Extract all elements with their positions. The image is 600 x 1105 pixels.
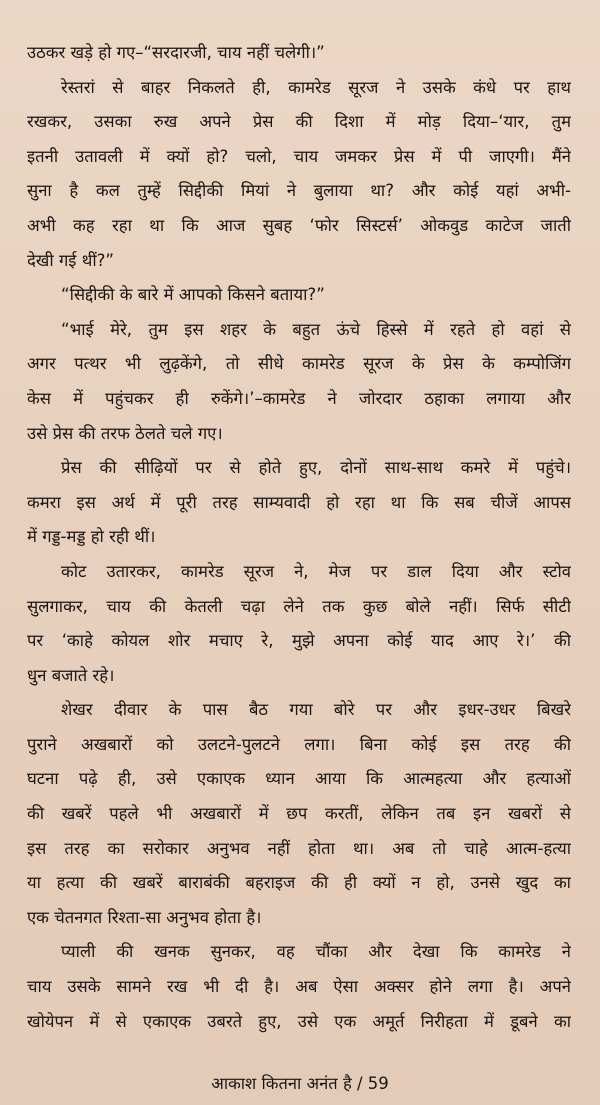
text-line: कोट उतारकर, कामरेड सूरज ने, मेज पर डाल दिया और स्टोव <box>61 561 571 581</box>
page-footer: आकाश कितना अनंत है / 59 <box>211 1074 389 1093</box>
text-line: प्रेस की सीढ़ियों पर से होते हुए, दोनों साथ-साथ कमरे में पहुंचे। <box>61 458 571 478</box>
text-line: अगर पत्थर भी लुढ़केंगे, तो सीधे कामरेड सूरज के प्रेस के कम्पोजिंग <box>27 354 571 374</box>
text-line: में गड्ड-मड्ड हो रही थीं। <box>27 527 156 547</box>
text-line: उठकर खड़े हो गए–“सरदारजी, चाय नहीं चलेगी।” <box>27 43 325 62</box>
text-line: घटना पढ़े ही, उसे एकाएक ध्यान आया कि आत्महत्या और हत्याओं <box>27 769 571 789</box>
text-line: पर ‘काहे कोयल शोर मचाए रे, मुझे अपना कोई याद आए रे।’ की <box>27 631 571 651</box>
text-line: चाय उसके सामने रख भी दी है। अब ऐसा अक्सर होने लगा है। अपने <box>27 977 571 997</box>
text-line: एक चेतनगत रिश्ता-सा अनुभव होता है। <box>27 907 262 927</box>
body-text <box>27 36 571 1039</box>
text-line: देखी गई थीं?” <box>27 250 115 270</box>
text-line: धुन बजाते रहे। <box>27 665 115 685</box>
text-line: या हत्या की खबरें बाराबंकी बहराइज की ही क्यों न हो, उनसे खुद का <box>27 873 571 893</box>
text-line: की खबरें पहले भी अखबारों में छप करतीं, लेकिन तब इन खबरों से <box>27 804 571 824</box>
text-line: “भाई मेरे, तुम इस शहर के बहुत ऊंचे हिस्से में रहते हो वहां से <box>61 319 571 339</box>
text-line: कमरा इस अर्थ में पूरी तरह साम्यवादी हो रहा था कि सब चीजें आपस <box>27 492 571 512</box>
text-line: उसे प्रेस की तरफ ठेलते चले गए। <box>27 423 223 443</box>
text-line: सुना है कल तुम्हें सिद्दीकी मियां ने बुलाया था? और कोई यहां अभी- <box>27 181 571 201</box>
text-line: केस में पहुंचकर ही रुकेंगे।’–कामरेड ने जोरदार ठहाका लगाया और <box>27 388 571 408</box>
text-line: रखकर, उसका रुख अपने प्रेस की दिशा में मोड़ दिया–‘यार, तुम <box>27 112 571 132</box>
text-line: इतनी उतावली में क्यों हो? चलो, चाय जमकर प्रेस में पी जाएगी। मैंने <box>27 146 571 166</box>
text-line: “सिद्दीकी के बारे में आपको किसने बताया?” <box>61 285 325 305</box>
text-line: खोयेपन में से एकाएक उबरते हुए, उसे एक अमूर्त निरीहता में डूबने का <box>27 1011 571 1031</box>
text-line: अभी कह रहा था कि आज सुबह ‘फोर सिस्टर्स’ ओकवुड काटेज जाती <box>27 215 571 235</box>
text-line: प्याली की खनक सुनकर, वह चौंका और देखा कि कामरेड ने <box>61 942 571 962</box>
text-line: पुराने अखबारों को उलटने-पुलटने लगा। बिना कोई इस तरह की <box>27 734 571 754</box>
text-line: शेखर दीवार के पास बैठ गया बोरे पर और इधर-उधर बिखरे <box>61 700 571 720</box>
text-line: रेस्तरां से बाहर निकलते ही, कामरेड सूरज ने उसके कंधे पर हाथ <box>61 77 571 97</box>
text-line: इस तरह का सरोकार अनुभव नहीं होता था। अब तो चाहे आत्म-हत्या <box>27 838 571 858</box>
text-line: सुलगाकर, चाय की केतली चढ़ा लेने तक कुछ बोले नहीं। सिर्फ सीटी <box>27 596 571 616</box>
